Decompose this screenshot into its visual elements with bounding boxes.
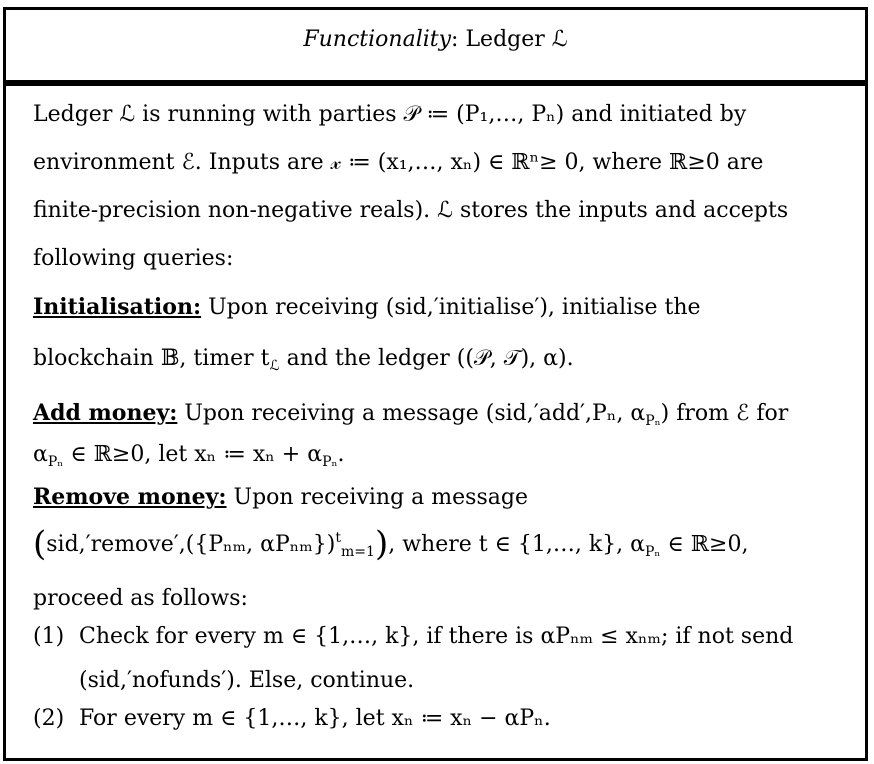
step-1-number: (1) — [33, 624, 65, 649]
add-text-2-end: . — [337, 442, 345, 467]
title-functionality: Functionality — [303, 27, 452, 52]
step-1 — [33, 624, 793, 649]
remove-text-1: Upon receiving a message — [226, 485, 528, 510]
add-sub-1: Pₙ — [645, 413, 661, 429]
remove-sub-2: Pₙ — [645, 544, 661, 560]
add-sub-3: Pₙ — [322, 454, 338, 470]
functionality-box — [3, 7, 868, 761]
remove-line-1 — [33, 484, 528, 510]
add-line-2 — [33, 442, 345, 470]
intro-line-1: Ledger ℒ is running with parties 𝒫 ≔ (P₁,…, Pₙ) and initiated by — [33, 102, 747, 127]
step-2-number: (2) — [33, 706, 65, 731]
add-text-1: Upon receiving a message (sid,′add′,Pₙ, α — [177, 401, 646, 426]
init-sub: ℒ — [269, 358, 280, 374]
add-text-1-rest: ) from ℰ for — [660, 401, 789, 426]
remove-sub: m=1 — [341, 544, 375, 560]
title-ledger: : Ledger ℒ — [451, 27, 568, 52]
add-text-2-rest: ∈ ℝ≥0, let xₙ ≔ xₙ + α — [63, 442, 323, 467]
step-2 — [33, 706, 551, 731]
init-text-1: Upon receiving (sid,′initialise′), initialise the — [201, 295, 701, 320]
remove-text-2-rest: , where t ∈ {1,…, k}, α — [388, 532, 645, 557]
remove-sup: t — [335, 530, 342, 546]
step-1-text: Check for every m ∈ {1,…, k}, if there is αPₙₘ ≤ xₙₘ; if not send — [79, 624, 794, 649]
functionality-header — [6, 10, 865, 80]
add-sub-2: Pₙ — [47, 454, 64, 470]
add-text-2: α — [33, 442, 48, 467]
init-line-2 — [33, 346, 574, 374]
remove-heading: Remove money: — [33, 484, 227, 510]
intro-line-2: environment ℰ. Inputs are 𝓍 ≔ (x₁,…, xₙ) ∈ ℝⁿ≥ 0, where ℝ≥0 are — [33, 150, 764, 175]
add-heading: Add money: — [33, 400, 178, 426]
init-heading: Initialisation: — [33, 294, 202, 320]
remove-line-2 — [33, 524, 748, 564]
init-text-2: blockchain 𝔹, timer t — [33, 346, 270, 371]
init-text-2-rest: and the ledger ((𝒫, 𝒯), α). — [279, 346, 574, 371]
step-1-continuation: (sid,′nofunds′). Else, continue. — [79, 668, 415, 693]
remove-close-paren: ) — [374, 524, 389, 564]
add-line-1 — [33, 400, 788, 429]
init-line-1 — [33, 294, 701, 320]
remove-open-paren: ( — [33, 524, 47, 564]
intro-line-3: finite-precision non-negative reals). ℒ stores the inputs and accepts — [33, 198, 789, 223]
step-2-text: For every m ∈ {1,…, k}, let xₙ ≔ xₙ − αPₙ. — [79, 706, 551, 731]
remove-text-2: sid,′remove′,({Pₙₘ, αPₙₘ}) — [46, 532, 336, 557]
intro-line-4: following queries: — [33, 246, 234, 271]
remove-line-3: proceed as follows: — [33, 586, 248, 611]
header-divider — [6, 80, 865, 86]
remove-text-2-end: ∈ ℝ≥0, — [660, 532, 749, 557]
